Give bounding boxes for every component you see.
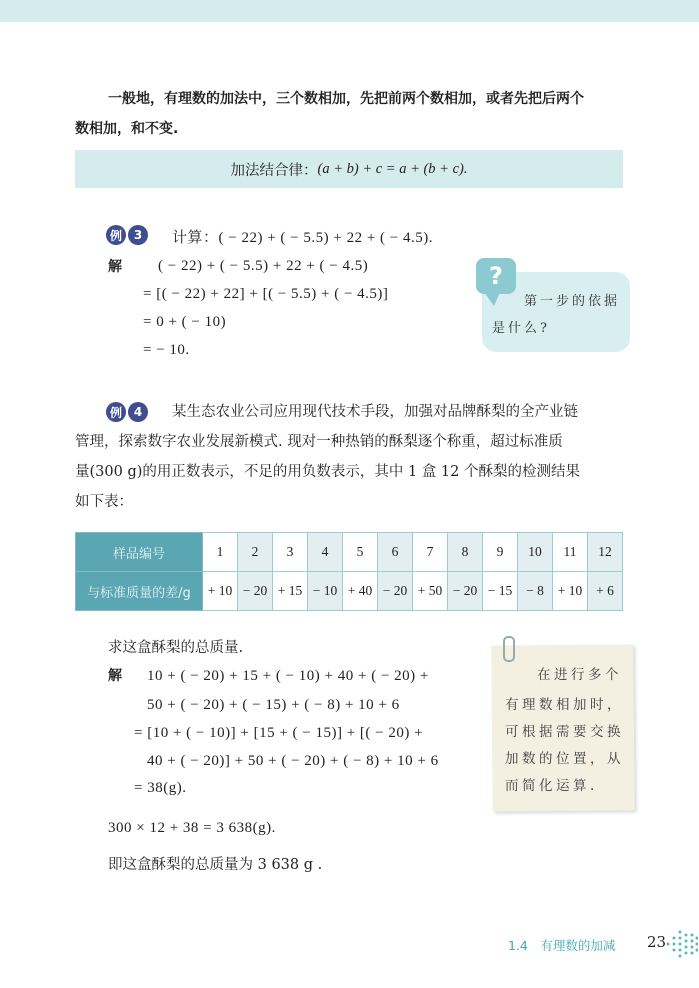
cell: − 20 bbox=[378, 572, 413, 611]
solution-label: 解 bbox=[108, 259, 122, 275]
cell: 10 bbox=[518, 533, 553, 572]
badge-number: 4 bbox=[128, 402, 148, 422]
badge-label: 例 bbox=[106, 402, 126, 422]
paperclip-icon bbox=[503, 636, 515, 662]
cell: + 10 bbox=[553, 572, 588, 611]
cell: + 15 bbox=[273, 572, 308, 611]
section-title: 1.4 有理数的加减 bbox=[508, 938, 616, 953]
badge-number: 3 bbox=[128, 225, 148, 245]
cell: + 50 bbox=[413, 572, 448, 611]
dot-grid-icon bbox=[666, 930, 698, 958]
cell: − 8 bbox=[518, 572, 553, 611]
cell: 6 bbox=[378, 533, 413, 572]
cell: 9 bbox=[483, 533, 518, 572]
table-row-ids bbox=[76, 533, 623, 572]
cell: − 10 bbox=[308, 572, 343, 611]
cell: 4 bbox=[308, 533, 343, 572]
cell: − 20 bbox=[238, 572, 273, 611]
pear-weight-table bbox=[75, 532, 623, 611]
example-3-badge bbox=[106, 225, 150, 245]
ex3-step-4: = − 10. bbox=[143, 342, 190, 358]
note-line-5: 而简化运算. bbox=[505, 778, 598, 794]
ex4-step-4: 40 + ( − 20)] + 50 + ( − 20) + ( − 8) + 10 + 6 bbox=[147, 753, 439, 769]
note-line-1: 在进行多个 bbox=[537, 667, 622, 683]
intro-line-1: 一般地，有理数的加法中，三个数相加，先把前两个数相加，或者先把后两个 bbox=[108, 91, 584, 107]
ex3-step-3: = 0 + ( − 10) bbox=[143, 314, 227, 330]
cell: 5 bbox=[343, 533, 378, 572]
ex4-step-1: 10 + ( − 20) + 15 + ( − 10) + 40 + ( − 20) + bbox=[147, 668, 429, 684]
note-line-4: 加数的位置，从 bbox=[505, 751, 624, 767]
rule-label: 加法结合律： bbox=[230, 162, 318, 179]
cell: − 20 bbox=[448, 572, 483, 611]
ex3-step-2: = [( − 22) + 22] + [( − 5.5) + ( − 4.5)] bbox=[143, 286, 389, 302]
cell: 7 bbox=[413, 533, 448, 572]
ex4-text-2: 管理，探索数字农业发展新模式. 现对一种热销的酥梨逐个称重，超过标准质 bbox=[75, 434, 563, 450]
table-row-differences bbox=[76, 572, 623, 611]
question-mark-icon: ? bbox=[476, 258, 516, 294]
ex4-calculation: 300 × 12 + 38 = 3 638(g). bbox=[108, 820, 276, 836]
note-line-3: 可根据需要交换 bbox=[505, 724, 624, 740]
page-number: 23 bbox=[647, 933, 667, 951]
speech-tail bbox=[484, 292, 500, 306]
cell: − 15 bbox=[483, 572, 518, 611]
row-header: 与标准质量的差/g bbox=[76, 572, 203, 611]
example-4-badge bbox=[106, 402, 150, 422]
ex3-step-1: ( − 22) + ( − 5.5) + 22 + ( − 4.5) bbox=[158, 258, 369, 274]
note-line-2: 有理数相加时， bbox=[505, 697, 624, 713]
badge-label: 例 bbox=[106, 225, 126, 245]
ex4-step-2: 50 + ( − 20) + ( − 15) + ( − 8) + 10 + 6 bbox=[147, 697, 400, 713]
ex4-text-4: 如下表： bbox=[75, 494, 133, 510]
cell: 1 bbox=[203, 533, 238, 572]
top-color-band bbox=[0, 0, 699, 22]
cell: + 6 bbox=[588, 572, 623, 611]
ex4-text-3: 量(300 g)的用正数表示，不足的用负数表示，其中 1 盒 12 个酥梨的检测结果 bbox=[75, 464, 580, 480]
ex4-step-5: = 38(g). bbox=[134, 780, 187, 796]
row-header: 样品编号 bbox=[76, 533, 203, 572]
hint-line-1: 第一步的依据 bbox=[524, 294, 621, 309]
solution-label: 解 bbox=[108, 668, 122, 684]
associative-law-box bbox=[75, 150, 623, 188]
cell: 3 bbox=[273, 533, 308, 572]
cell: 8 bbox=[448, 533, 483, 572]
rule-formula: (a + b) + c = a + (b + c). bbox=[317, 160, 468, 177]
cell: 2 bbox=[238, 533, 273, 572]
ex4-question: 求这盒酥梨的总质量. bbox=[108, 640, 244, 656]
cell: + 40 bbox=[343, 572, 378, 611]
hint-line-2: 是什么? bbox=[492, 321, 550, 336]
ex4-conclusion: 即这盒酥梨的总质量为 3 638 g . bbox=[108, 857, 323, 873]
ex4-step-3: = [10 + ( − 10)] + [15 + ( − 15)] + [( − 20) + bbox=[134, 725, 424, 741]
cell: 12 bbox=[588, 533, 623, 572]
example-3-prompt: 计算：( − 22) + ( − 5.5) + 22 + ( − 4.5). bbox=[172, 230, 433, 246]
cell: + 10 bbox=[203, 572, 238, 611]
cell: 11 bbox=[553, 533, 588, 572]
intro-line-2: 数相加，和不变. bbox=[75, 121, 179, 137]
ex4-text-1: 某生态农业公司应用现代技术手段，加强对品牌酥梨的全产业链 bbox=[172, 404, 578, 420]
